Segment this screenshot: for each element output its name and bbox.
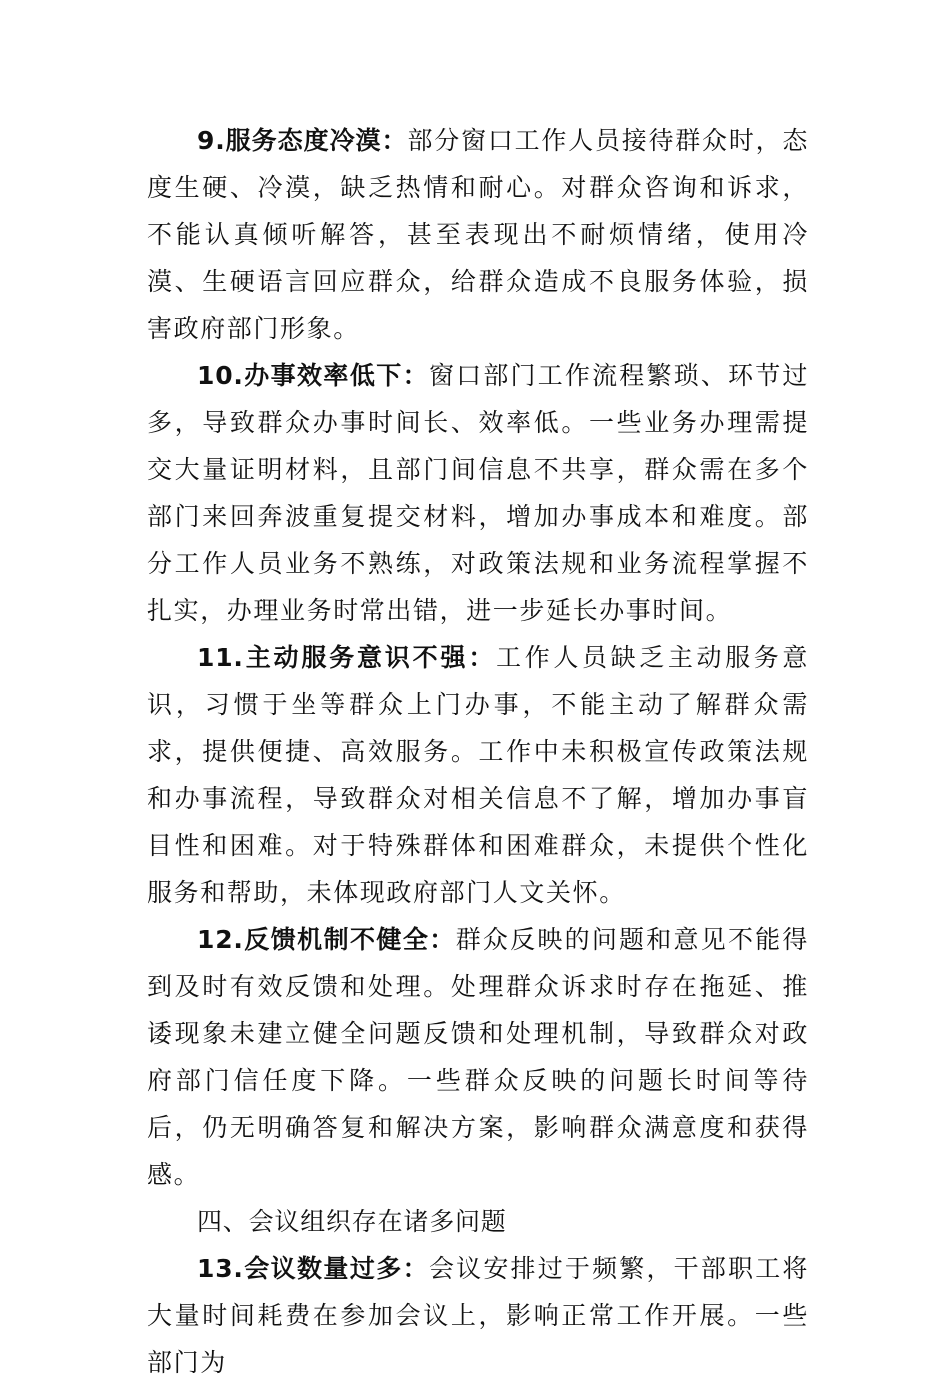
paragraph-lead: 13.会议数量过多： <box>197 1254 429 1283</box>
section-heading: 四、会议组织存在诸多问题 <box>197 1207 507 1236</box>
paragraph-body: 窗口部门工作流程繁琐、环节过多，导致群众办事时间长、效率低。一些业务办理需提交大量证明材料，且部门间信息不共享，群众需在多个部门来回奔波重复提交材料，增加办事成本和难度。部分工作人员业务不熟练，对政策法规和业务流程掌握不扎实，办理业务时常出错，进一步延长办事时间。 <box>147 361 809 625</box>
paragraph-body: 部分窗口工作人员接待群众时，态度生硬、冷漠，缺乏热情和耐心。对群众咨询和诉求，不能认真倾听解答，甚至表现出不耐烦情绪，使用冷漠、生硬语言回应群众，给群众造成不良服务体验，损害政府部门形象。 <box>147 126 809 343</box>
paragraph-lead: 9.服务态度冷漠： <box>197 126 408 155</box>
paragraph-item-12 <box>147 916 809 1198</box>
paragraph-body: 工作人员缺乏主动服务意识，习惯于坐等群众上门办事，不能主动了解群众需求，提供便捷、高效服务。工作中未积极宣传政策法规和办事流程，导致群众对相关信息不了解，增加办事盲目性和困难。对于特殊群体和困难群众，未提供个性化服务和帮助，未体现政府部门人文关怀。 <box>147 643 809 907</box>
paragraph-item-13 <box>147 1245 809 1386</box>
paragraph-lead: 12.反馈机制不健全： <box>197 925 456 954</box>
paragraph-item-10 <box>147 352 809 634</box>
paragraph-item-9 <box>147 117 809 352</box>
paragraph-lead: 11.主动服务意识不强： <box>197 643 497 672</box>
paragraph-lead: 10.办事效率低下： <box>197 361 429 390</box>
paragraph-item-11 <box>147 634 809 916</box>
paragraph-body: 会议安排过于频繁，干部职工将大量时间耗费在参加会议上，影响正常工作开展。一些部门为 <box>147 1254 809 1377</box>
paragraph-body: 群众反映的问题和意见不能得到及时有效反馈和处理。处理群众诉求时存在拖延、推诿现象未建立健全问题反馈和处理机制，导致群众对政府部门信任度下降。一些群众反映的问题长时间等待后，仍无明确答复和解决方案，影响群众满意度和获得感。 <box>147 925 809 1189</box>
document-page <box>147 117 809 1386</box>
